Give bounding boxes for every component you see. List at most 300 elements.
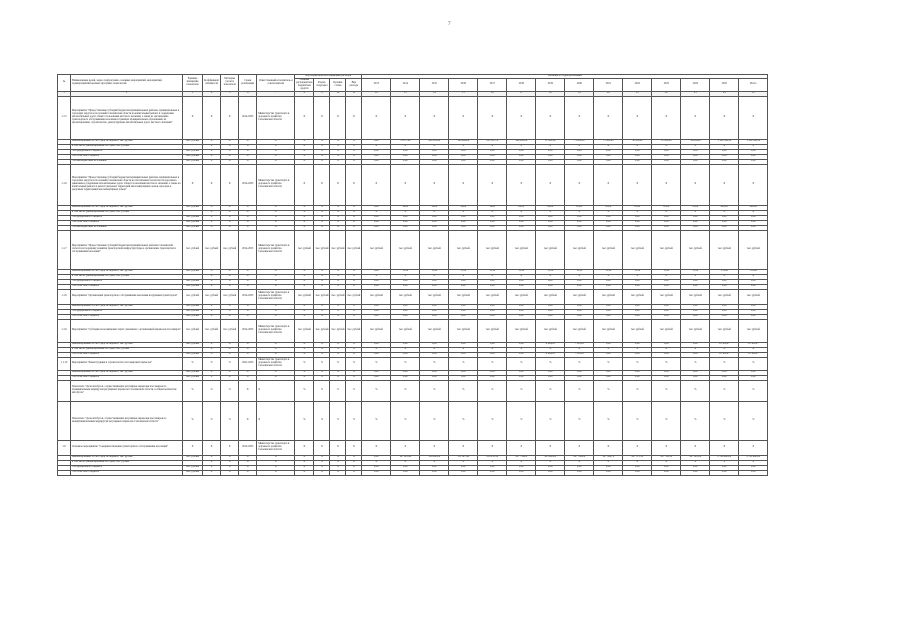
activity-row	[58, 289, 768, 304]
activity-value: тыс. рублей	[565, 289, 594, 304]
activity-value: тыс. рублей	[362, 319, 391, 342]
activity-value: Х	[478, 164, 507, 205]
finance-value: 0,00	[623, 314, 652, 319]
finance-value: 0,00	[565, 279, 594, 284]
finance-value: 0,00	[565, 314, 594, 319]
finance-code: Х	[203, 460, 221, 465]
finance-value: 65,00	[652, 205, 681, 210]
activity-period: 2014-2025	[239, 440, 257, 455]
finance-value: 0,00	[478, 154, 507, 159]
activity-value: Х	[652, 96, 681, 139]
activity-value: %	[420, 380, 449, 401]
finance-code: Х	[221, 279, 239, 284]
finance-value: Х	[594, 274, 623, 279]
activity-value: Х	[681, 440, 710, 455]
activity-value: %	[565, 401, 594, 440]
finance-value: Х	[507, 460, 536, 465]
column-number: 9	[314, 91, 330, 96]
finance-value: 0,00	[652, 375, 681, 380]
finance-total: 0,00	[739, 225, 768, 230]
finance-value: 0,00	[594, 352, 623, 357]
activity-value: %	[391, 357, 420, 370]
finance-value: 0,00	[565, 284, 594, 289]
finance-value: 0,00	[652, 352, 681, 357]
activity-value: тыс. рублей	[478, 289, 507, 304]
finance-value: 0,00	[391, 370, 420, 375]
finance-value: 0,00	[449, 304, 478, 309]
finance-value: 0,00	[420, 215, 449, 220]
column-number: 20	[594, 91, 623, 96]
finance-code: Х	[221, 220, 239, 225]
finance-value: 0,00	[536, 279, 565, 284]
finance-value: Х	[420, 274, 449, 279]
finance-value: 0,00	[710, 375, 739, 380]
activity-value: %	[478, 401, 507, 440]
finance-budget-code: Х	[314, 342, 330, 347]
finance-code: Х	[257, 149, 295, 154]
finance-budget-code: Х	[295, 309, 314, 314]
finance-value: Х	[710, 210, 739, 215]
finance-unit: тыс. рублей	[183, 269, 203, 274]
activity-code: %	[295, 357, 314, 370]
finance-value: 0,00	[681, 215, 710, 220]
activity-code: Х	[330, 96, 346, 139]
finance-value: 0,00	[710, 370, 739, 375]
finance-label: - из внебюджетных источников	[71, 225, 183, 230]
finance-code: Х	[203, 314, 221, 319]
finance-unit: тыс. рублей	[183, 304, 203, 309]
finance-value: 0,00	[362, 352, 391, 357]
program-table	[57, 74, 768, 476]
finance-value: 0,00	[565, 470, 594, 475]
activity-name: Основное мероприятие "Совершенствование транспортного обслуживания населения"	[71, 440, 183, 455]
finance-unit: тыс. рублей	[183, 314, 203, 319]
activity-code: тыс. рублей	[314, 319, 330, 342]
finance-budget-code: Х	[330, 342, 346, 347]
activity-executor: Министерство транспорта и дорожного хозяйства Сахалинской области	[257, 96, 295, 139]
activity-value: тыс. рублей	[420, 319, 449, 342]
activity-coef: %	[203, 357, 221, 370]
finance-value: 0,00	[420, 220, 449, 225]
finance-value: 0,00	[623, 159, 652, 164]
finance-code: Х	[239, 139, 257, 144]
finance-budget-code: Х	[346, 314, 362, 319]
finance-code: Х	[203, 465, 221, 470]
activity-value: %	[478, 380, 507, 401]
activity-row	[58, 164, 768, 205]
finance-value: 0,00	[420, 309, 449, 314]
finance-code: Х	[257, 274, 295, 279]
finance-code: Х	[203, 225, 221, 230]
finance-value: 0,00	[681, 309, 710, 314]
finance-budget-code: Х	[295, 210, 314, 215]
finance-value: 7 395,22	[565, 352, 594, 357]
finance-value: 0,00	[507, 314, 536, 319]
finance-budget-code: Х	[314, 139, 330, 144]
finance-value: 0,00	[391, 159, 420, 164]
finance-value: 0,00	[362, 465, 391, 470]
finance-value: 34,00	[420, 205, 449, 210]
finance-code: Х	[257, 455, 295, 460]
finance-budget-code: Х	[330, 220, 346, 225]
finance-value: Х	[420, 460, 449, 465]
finance-total: 0,00	[739, 215, 768, 220]
activity-value: Х	[594, 440, 623, 455]
finance-budget-code: Х	[295, 465, 314, 470]
finance-value: Х	[710, 347, 739, 352]
finance-code: Х	[239, 215, 257, 220]
finance-value: 0,00	[478, 225, 507, 230]
activity-value: тыс. рублей	[652, 230, 681, 269]
activity-num	[58, 380, 71, 401]
finance-value: 0,00	[565, 154, 594, 159]
finance-value: 0,00	[536, 370, 565, 375]
finance-label: - из областного бюджета	[71, 284, 183, 289]
finance-budget-code: Х	[346, 159, 362, 164]
finance-total: Х	[739, 210, 768, 215]
activity-value: тыс. рублей	[710, 289, 739, 304]
finance-value: 0,00	[478, 370, 507, 375]
activity-value: Х	[420, 96, 449, 139]
finance-budget-code: Х	[295, 149, 314, 154]
activity-executor: Министерство транспорта и дорожного хозяйства Сахалинской области	[257, 440, 295, 455]
finance-value: 0,00	[507, 220, 536, 225]
activity-value: Х	[594, 96, 623, 139]
activity-unit: %	[183, 380, 203, 401]
activity-row	[58, 230, 768, 269]
activity-value: %	[391, 380, 420, 401]
finance-budget-code: Х	[330, 309, 346, 314]
column-number: 6	[239, 91, 257, 96]
finance-value: Х	[362, 210, 391, 215]
finance-value: 0,00	[391, 279, 420, 284]
finance-code: Х	[257, 347, 295, 352]
finance-value: 0,00	[594, 149, 623, 154]
finance-code: Х	[239, 347, 257, 352]
finance-value: 209 165,00	[420, 139, 449, 144]
finance-budget-code: Х	[314, 215, 330, 220]
activity-value: тыс. рублей	[507, 319, 536, 342]
finance-value: 167 025,40	[391, 455, 420, 460]
activity-row	[58, 96, 768, 139]
finance-total: Х	[739, 460, 768, 465]
finance-budget-code: Х	[346, 220, 362, 225]
finance-value: Х	[623, 347, 652, 352]
finance-budget-code: Х	[314, 465, 330, 470]
finance-value: 0,00	[681, 352, 710, 357]
activity-method: тыс. рублей	[221, 230, 239, 269]
finance-value: 0,00	[710, 465, 739, 470]
finance-value: 60,00	[536, 205, 565, 210]
finance-code: Х	[239, 352, 257, 357]
finance-value: 0,00	[710, 220, 739, 225]
header-year: 2019	[536, 78, 565, 91]
finance-code: Х	[239, 210, 257, 215]
finance-value: 0,00	[681, 284, 710, 289]
activity-value: Х	[536, 440, 565, 455]
finance-value: 0,00	[449, 225, 478, 230]
finance-label: - из федерального бюджета	[71, 465, 183, 470]
activity-value: Х	[739, 96, 768, 139]
activity-value: %	[623, 401, 652, 440]
finance-budget-code: Х	[314, 455, 330, 460]
activity-value: %	[507, 380, 536, 401]
activity-value: тыс. рублей	[623, 319, 652, 342]
activity-value: %	[623, 357, 652, 370]
finance-label: в том числе, финансирование по годам, тыс. рублей	[71, 460, 183, 465]
finance-value: 0,00	[623, 370, 652, 375]
activity-code: Х	[295, 164, 314, 205]
finance-code: Х	[257, 304, 295, 309]
finance-code: Х	[257, 375, 295, 380]
finance-value: 0,00	[536, 215, 565, 220]
finance-code: Х	[257, 220, 295, 225]
finance-value: 0,00	[391, 314, 420, 319]
finance-label: в том числе, финансирование по годам, тыс. рублей	[71, 210, 183, 215]
activity-value: %	[594, 380, 623, 401]
finance-budget-code: Х	[346, 144, 362, 149]
finance-value: Х	[594, 347, 623, 352]
finance-label: - из федерального бюджета	[71, 279, 183, 284]
activity-value: %	[536, 357, 565, 370]
finance-value: 0,00	[362, 205, 391, 210]
finance-value: 0,00	[362, 375, 391, 380]
column-number: 19	[565, 91, 594, 96]
finance-code: Х	[239, 205, 257, 210]
finance-value: 12 380,07	[710, 342, 739, 347]
finance-value: 34 000,00	[681, 139, 710, 144]
finance-value: 0,00	[652, 279, 681, 284]
activity-code: %	[330, 357, 346, 370]
activity-value: тыс. рублей	[420, 230, 449, 269]
finance-budget-code: Х	[346, 205, 362, 210]
finance-value: 0,00	[623, 352, 652, 357]
finance-unit: тыс. рублей	[183, 342, 203, 347]
finance-value: 207 371,10	[623, 455, 652, 460]
finance-value: 0,00	[536, 309, 565, 314]
activity-coef: Х	[203, 440, 221, 455]
finance-value: 0,00	[681, 314, 710, 319]
finance-value: 0,00	[449, 342, 478, 347]
finance-code: Х	[221, 274, 239, 279]
finance-value: Х	[565, 210, 594, 215]
finance-label: - из федерального бюджета	[71, 309, 183, 314]
finance-budget-code: Х	[346, 210, 362, 215]
finance-unit: тыс. рублей	[183, 149, 203, 154]
finance-label: Финансирование за счет средств бюджета, тыс. рублей	[71, 370, 183, 375]
activity-name: Мероприятие "Организация транспортного обслуживания населения воздушным транспортом"	[71, 289, 183, 304]
finance-value: 0,00	[449, 309, 478, 314]
activity-value: Х	[565, 440, 594, 455]
finance-budget-code: Х	[330, 210, 346, 215]
finance-code: Х	[257, 314, 295, 319]
activity-value: %	[652, 357, 681, 370]
activity-value: тыс. рублей	[536, 319, 565, 342]
finance-value: Х	[652, 144, 681, 149]
finance-value: 0,00	[507, 284, 536, 289]
finance-value: 0,00	[478, 159, 507, 164]
column-number: 22	[652, 91, 681, 96]
activity-value: Х	[507, 440, 536, 455]
finance-value: 0,00	[391, 375, 420, 380]
activity-value: %	[681, 357, 710, 370]
activity-value: Х	[362, 164, 391, 205]
finance-value: Х	[478, 274, 507, 279]
finance-budget-code: Х	[314, 210, 330, 215]
finance-value: 0,00	[710, 159, 739, 164]
activity-value: тыс. рублей	[449, 319, 478, 342]
finance-code: Х	[239, 309, 257, 314]
finance-value: 0,00	[507, 352, 536, 357]
finance-value: 11,30	[681, 269, 710, 274]
finance-value: Х	[420, 210, 449, 215]
finance-unit: тыс. рублей	[183, 279, 203, 284]
finance-value: 0,00	[507, 309, 536, 314]
finance-budget-code: Х	[330, 279, 346, 284]
activity-value: Х	[652, 164, 681, 205]
header-grbs: Главный распорядитель бюджетных средств	[296, 78, 313, 90]
finance-code: Х	[203, 274, 221, 279]
activity-value: Х	[739, 164, 768, 205]
activity-name: Показатель "Доля автобусов, осуществляющих регулярные перевозки пассажиров по муниципальным маршрутам регулярных перевозок Сахалинской области, в общем количестве автобусов"	[71, 380, 183, 401]
activity-value: %	[739, 380, 768, 401]
finance-value: 0,00	[565, 159, 594, 164]
finance-value: 0,00	[681, 279, 710, 284]
finance-value: 0,00	[681, 220, 710, 225]
finance-code: Х	[257, 352, 295, 357]
finance-value: 0,00	[362, 149, 391, 154]
finance-value: 0,00	[652, 225, 681, 230]
finance-value: 207 754,00	[507, 455, 536, 460]
finance-budget-code: Х	[295, 314, 314, 319]
finance-value: 0,00	[362, 342, 391, 347]
finance-budget-code: Х	[295, 269, 314, 274]
finance-value: 0,00	[536, 465, 565, 470]
finance-value: 0,00	[565, 370, 594, 375]
activity-value: тыс. рублей	[623, 289, 652, 304]
finance-code: Х	[239, 460, 257, 465]
activity-method: тыс. рублей	[221, 319, 239, 342]
finance-label: в том числе, финансирование по годам, тыс. рублей	[71, 347, 183, 352]
finance-value: 2 788 460,00	[710, 455, 739, 460]
finance-value: 0,00	[449, 370, 478, 375]
finance-value: 0,00	[507, 465, 536, 470]
column-number: 16	[478, 91, 507, 96]
finance-value: 0,00	[536, 314, 565, 319]
finance-code: Х	[221, 154, 239, 159]
activity-value: %	[594, 357, 623, 370]
finance-value: Х	[565, 460, 594, 465]
finance-budget-code: Х	[330, 375, 346, 380]
finance-budget-code: Х	[346, 274, 362, 279]
finance-value: 0,00	[420, 465, 449, 470]
finance-value: 11,30	[420, 269, 449, 274]
finance-code: Х	[221, 215, 239, 220]
finance-code: Х	[203, 154, 221, 159]
finance-label: - из областного бюджета	[71, 220, 183, 225]
finance-value: Х	[652, 347, 681, 352]
activity-value: %	[507, 357, 536, 370]
finance-value: 0,00	[623, 309, 652, 314]
finance-value: 0,00	[362, 284, 391, 289]
finance-budget-code: Х	[346, 352, 362, 357]
finance-code: Х	[203, 220, 221, 225]
finance-total: 0,00	[739, 284, 768, 289]
finance-value: Х	[362, 460, 391, 465]
activity-executor: Министерство транспорта и дорожного хозяйства Сахалинской области	[257, 357, 295, 370]
finance-code: Х	[221, 304, 239, 309]
finance-budget-code: Х	[295, 279, 314, 284]
activity-value: %	[565, 357, 594, 370]
finance-value: 0,00	[594, 304, 623, 309]
finance-value: 0,00	[623, 225, 652, 230]
activity-value: %	[449, 380, 478, 401]
activity-value: Х	[449, 164, 478, 205]
finance-code: Х	[239, 370, 257, 375]
activity-value: %	[391, 401, 420, 440]
finance-value: 0,00	[623, 220, 652, 225]
finance-value: 0,00	[652, 470, 681, 475]
finance-value: 0,00	[681, 149, 710, 154]
finance-value: Х	[594, 210, 623, 215]
finance-value: 0,00	[710, 154, 739, 159]
finance-value: 0,00	[652, 304, 681, 309]
finance-code: Х	[221, 370, 239, 375]
finance-total: 0,00	[739, 370, 768, 375]
finance-code: Х	[203, 215, 221, 220]
finance-value: 75 000,00	[565, 139, 594, 144]
activity-coef: Х	[203, 164, 221, 205]
activity-code: %	[314, 357, 330, 370]
finance-budget-code: Х	[295, 352, 314, 357]
finance-value: 0,00	[652, 159, 681, 164]
finance-value: Х	[681, 274, 710, 279]
activity-num: 1.1.5	[58, 96, 71, 139]
finance-code: Х	[221, 144, 239, 149]
activity-code: тыс. рублей	[346, 230, 362, 269]
activity-num: 1.1.8	[58, 289, 71, 304]
activity-value: Х	[623, 96, 652, 139]
finance-value: Х	[362, 144, 391, 149]
finance-code: Х	[257, 205, 295, 210]
activity-value: %	[739, 357, 768, 370]
finance-value: 0,00	[594, 279, 623, 284]
activity-row	[58, 401, 768, 440]
finance-value: 0,00	[478, 314, 507, 319]
finance-value: Х	[623, 274, 652, 279]
finance-code: Х	[221, 470, 239, 475]
finance-budget-code: Х	[314, 375, 330, 380]
finance-label: - из областного бюджета	[71, 154, 183, 159]
activity-code: Х	[330, 440, 346, 455]
finance-label: Финансирование за счет средств бюджета, тыс. рублей	[71, 269, 183, 274]
finance-budget-code: Х	[295, 159, 314, 164]
activity-value: тыс. рублей	[391, 230, 420, 269]
finance-value: 0,00	[710, 470, 739, 475]
finance-value: 0,00	[565, 215, 594, 220]
finance-unit: тыс. рублей	[183, 375, 203, 380]
finance-value: 0,00	[594, 159, 623, 164]
finance-value: 0,00	[391, 304, 420, 309]
activity-period: Х	[239, 401, 257, 440]
finance-value: 0,00	[623, 470, 652, 475]
activity-value: тыс. рублей	[739, 289, 768, 304]
finance-budget-code: Х	[314, 347, 330, 352]
activity-value: Х	[478, 96, 507, 139]
finance-unit: тыс. рублей	[183, 370, 203, 375]
activity-value: Х	[681, 164, 710, 205]
activity-period: Х	[239, 380, 257, 401]
